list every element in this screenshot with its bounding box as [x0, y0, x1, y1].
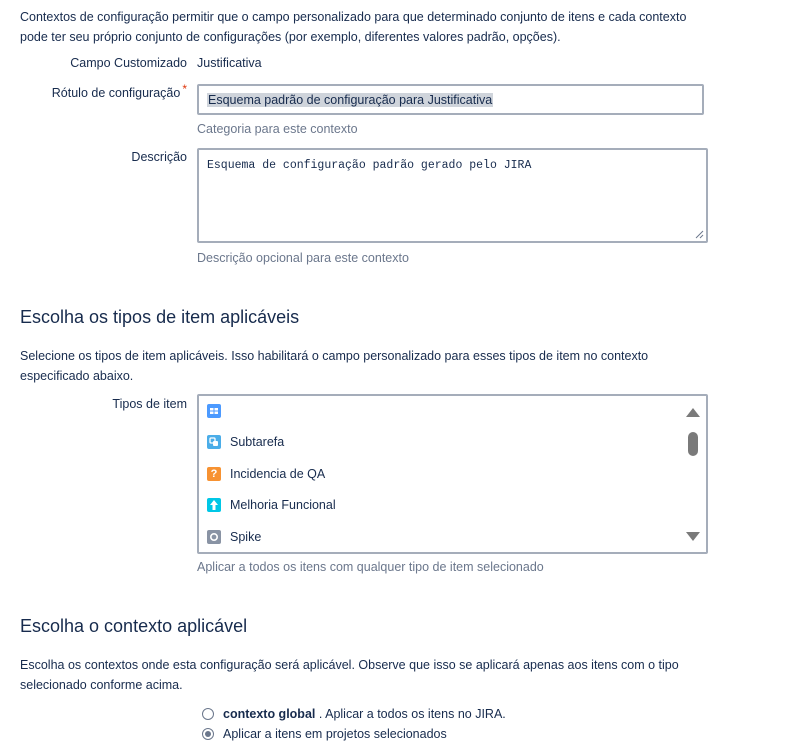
list-item[interactable]	[207, 402, 230, 420]
grid-issue-icon	[207, 404, 221, 418]
resize-grip-icon[interactable]	[694, 229, 704, 239]
scroll-thumb[interactable]	[688, 432, 698, 456]
config-label-help: Categoria para este contexto	[197, 122, 358, 136]
description-textarea-value: Esquema de configuração padrão gerado pelo JIRA	[207, 159, 532, 172]
selected-projects-option[interactable]	[202, 727, 447, 741]
listbox-scrollbar[interactable]	[684, 406, 702, 542]
description-textarea[interactable]	[197, 148, 708, 243]
context-heading: Escolha o contexto aplicável	[20, 616, 248, 636]
list-item[interactable]: Spike	[207, 528, 261, 546]
description-label: Descrição	[131, 150, 187, 164]
context-text: Escolha os contextos onde esta configuração será aplicável. Observe que isso se aplicará apenas aos itens com o tipo selecionado conforme acima.	[20, 658, 679, 692]
issue-types-heading: Escolha os tipos de item aplicáveis	[20, 307, 300, 327]
list-item[interactable]: ? Incidencia de QA	[207, 465, 325, 483]
intro-text: Contextos de configuração permitir que o campo personalizado para que determinado conjunto de itens e cada contexto pode ter seu próprio conjunto de configurações (por exemplo, diferentes valores padrão, opções).	[20, 10, 687, 44]
list-item[interactable]: Subtarefa	[207, 433, 284, 451]
config-label-input[interactable]	[197, 84, 704, 115]
config-label-input-value: Esquema padrão de configuração para Justificativa	[208, 93, 493, 107]
arrow-up-icon	[207, 498, 221, 512]
spike-icon	[207, 530, 221, 544]
selected-projects-radio[interactable]	[202, 728, 214, 740]
scroll-up-arrow-icon[interactable]	[686, 408, 700, 417]
global-context-text: . Aplicar a todos os itens no JIRA.	[315, 707, 506, 721]
description-help: Descrição opcional para este contexto	[197, 251, 409, 265]
scroll-down-arrow-icon[interactable]	[686, 532, 700, 541]
issue-types-label: Tipos de item	[112, 397, 187, 411]
global-context-radio[interactable]	[202, 708, 214, 720]
issue-types-help: Aplicar a todos os itens com qualquer tipo de item selecionado	[197, 560, 544, 574]
custom-field-label: Campo Customizado	[70, 56, 187, 70]
custom-field-value: Justificativa	[197, 56, 262, 70]
config-label-label: Rótulo de configuração *	[51, 82, 187, 100]
global-context-option[interactable]	[202, 707, 506, 721]
issue-types-text: Selecione os tipos de item aplicáveis. Isso habilitará o campo personalizado para esses tipos de item no contexto especificado abaixo.	[20, 349, 649, 383]
subtask-icon	[207, 435, 221, 449]
selected-projects-text: Aplicar a itens em projetos selecionados	[223, 727, 447, 741]
list-item[interactable]: Melhoria Funcional	[207, 496, 336, 514]
global-context-bold: contexto global	[223, 707, 316, 721]
required-marker: *	[182, 82, 187, 96]
question-icon: ?	[207, 467, 221, 481]
issue-types-listbox[interactable]	[197, 394, 708, 554]
